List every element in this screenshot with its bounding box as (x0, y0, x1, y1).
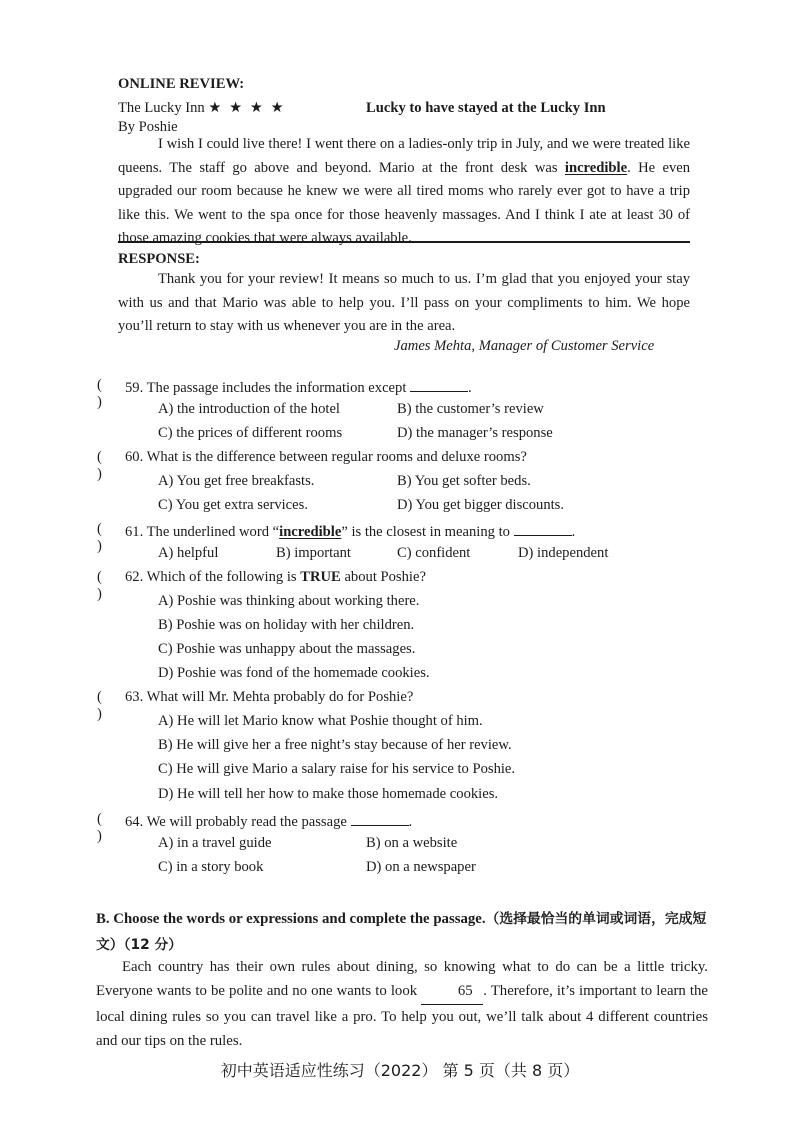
answer-bracket: ( ) (97, 521, 102, 554)
option: A) the introduction of the hotel (158, 401, 340, 417)
response-body (118, 268, 690, 339)
question-stem: 59. The passage includes the information except (125, 380, 407, 396)
underlined-word: incredible (279, 524, 342, 540)
answer-bracket: ( ) (97, 449, 102, 482)
question-stem: 61. The underlined word “ (125, 524, 280, 540)
option: B) the customer’s review (397, 401, 544, 417)
review-text-b: . He even upgraded our room because he knew we were all tired moms who rarely ever got to have a trip like this. We went to the spa once for those heavenly massages. And I think I ate at least 30 of those amazing cookies that were always available. (118, 159, 691, 246)
blank-65: 65 (421, 979, 483, 1004)
question-stem: 64. We will probably read the passage (125, 814, 347, 830)
answer-bracket: ( ) (97, 377, 102, 410)
option: D) He will tell her how to make those homemade cookies. (158, 786, 499, 802)
question-stem: 60. What is the difference between regular rooms and deluxe rooms? (125, 449, 527, 465)
option: C) in a story book (158, 859, 264, 875)
option: D) Poshie was fond of the homemade cookies. (158, 665, 430, 681)
option: A) He will let Mario know what Poshie thought of him. (158, 713, 483, 729)
question-stem: 62. Which of the following is (125, 569, 301, 585)
option: D) on a newspaper (366, 859, 476, 875)
answer-blank (351, 811, 409, 826)
option: B) He will give her a free night’s stay because of her review. (158, 737, 512, 753)
hotel-name: The Lucky Inn (118, 100, 205, 116)
option: D) the manager’s response (397, 425, 553, 441)
answer-bracket: ( ) (97, 689, 102, 722)
exam-page: ONLINE REVIEW: The Lucky Inn ★ ★ ★ ★ Lucky to have stayed at the Lucky Inn By Poshie I wish I could live there! I went there on a ladies-only trip in July, and we were treated like queens. The staff go above and beyond. Mario at the front desk was incredible. He even upgraded our room because he knew we were all tired moms who rarely ever got to have a trip like this. We went to the spa once for those heavenly massages. And I think I ate at least 30 of those amazing cookies that were always available. RESPONSE: Thank you for your review! It means so much to us. I’m glad that you enjoyed your stay with us and that Mario was able to help you. I’ll pass on your compliments to him. We hope you’ll return to stay with us whenever you are in the area. James Mehta, Manager of Customer Service ( ) 59. The passage includes the information except . A) the introduction of the hotel B) the customer’s review C) the prices of different rooms D) the manager’s response ( ) 60. What is the difference between regular rooms and deluxe rooms? A) You get free breakfasts. B) You get softer beds. C) You get extra services. D) You get bigger discounts. ( ) 61. The underlined word “incredible” is the closest in meaning to . A) helpful B) important C) confident D) independent ( ) 62. Which of the following is TRUE about Poshie? A) Poshie was thinking about working there. B) Poshie was on holiday with her children. C) Poshie was unhappy about the massages. D) Poshie was fond of the homemade cookies. ( ) 63. What will Mr. Mehta probably do for Poshie? A) He will let Mario know what Poshie thought of him. B) He will give her a free night’s stay because of her review. C) He will give Mario a salary raise for his service to Poshie. D) He will tell her how to make those homemade cookies. ( ) 64. We will probably read the passage . A) in a travel guide B) on a website C) in a story book D) on a newspaper B. Choose the words or expressions and complete the passage.（选择最恰当的单词或词语，完成短文）（12 分） Each country has their own rules about dining, so knowing what to do can be a little tricky. Everyone wants to be polite and no one wants to look 65 . Therefore, it’s important to learn the local dining rules so you can travel like a pro. To help you out, we’ll talk about 4 different countries and our tips on the rules. 初中英语适应性练习（2022） 第 5 页（共 8 页） (0, 0, 800, 1131)
option: C) confident (397, 545, 471, 561)
option: A) in a travel guide (158, 835, 272, 851)
answer-bracket: ( ) (97, 811, 102, 844)
answer-blank (410, 377, 468, 392)
answer-bracket: ( ) (97, 569, 102, 602)
option: A) Poshie was thinking about working there. (158, 593, 420, 609)
section-b-passage: Each country has their own rules about dining, so knowing what to do can be a little tricky. Everyone wants to be polite and no one wants to look 65 . Therefore, it’s important to learn the local dining rules so you can travel like a pro. To help you out, we’ll talk about 4 different countries and our tips on the rules. (96, 959, 708, 1050)
review-body (118, 133, 690, 251)
question-stem: 63. What will Mr. Mehta probably do for Poshie? (125, 689, 414, 705)
option: B) You get softer beds. (397, 473, 531, 489)
option: A) You get free breakfasts. (158, 473, 315, 489)
rating-stars: ★ ★ ★ ★ (208, 100, 286, 116)
underlined-word: incredible (564, 159, 628, 176)
option: C) Poshie was unhappy about the massages. (158, 641, 416, 657)
review-author: By Poshie (118, 119, 178, 135)
review-title: Lucky to have stayed at the Lucky Inn (366, 100, 606, 116)
response-text: Thank you for your review! It means so much to us. I’m glad that you enjoyed your stay with us and that Mario was able to help you. I’ll pass on your compliments to him. We hope you’ll return to stay with us whenever you are in the area. (118, 271, 690, 334)
option: C) He will give Mario a salary raise for his service to Poshie. (158, 761, 516, 777)
review-text-a: I wish I could live there! I went there on a ladies-only trip in July, and we were treated like queens. The staff go above and beyond. Mario at the front desk was (118, 136, 690, 176)
option: A) helpful (158, 545, 219, 561)
option: B) on a website (366, 835, 458, 851)
review-heading: ONLINE REVIEW: (118, 76, 245, 92)
option: D) independent (518, 545, 609, 561)
option: C) You get extra services. (158, 497, 308, 513)
option: B) important (276, 545, 351, 561)
response-heading: RESPONSE: (118, 251, 200, 267)
option: B) Poshie was on holiday with her children. (158, 617, 415, 633)
answer-blank (514, 521, 572, 536)
option: D) You get bigger discounts. (397, 497, 565, 513)
section-b-heading: B. Choose the words or expressions and complete the passage.（选择最恰当的单词或词语，完成短文）（12 分） (96, 911, 707, 953)
option: C) the prices of different rooms (158, 425, 343, 441)
page-footer: 初中英语适应性练习（2022） 第 5 页（共 8 页） (220, 1061, 580, 1080)
emphasis-word: TRUE (300, 569, 341, 585)
response-signature: James Mehta, Manager of Customer Service (394, 338, 655, 354)
divider-line (118, 241, 690, 243)
